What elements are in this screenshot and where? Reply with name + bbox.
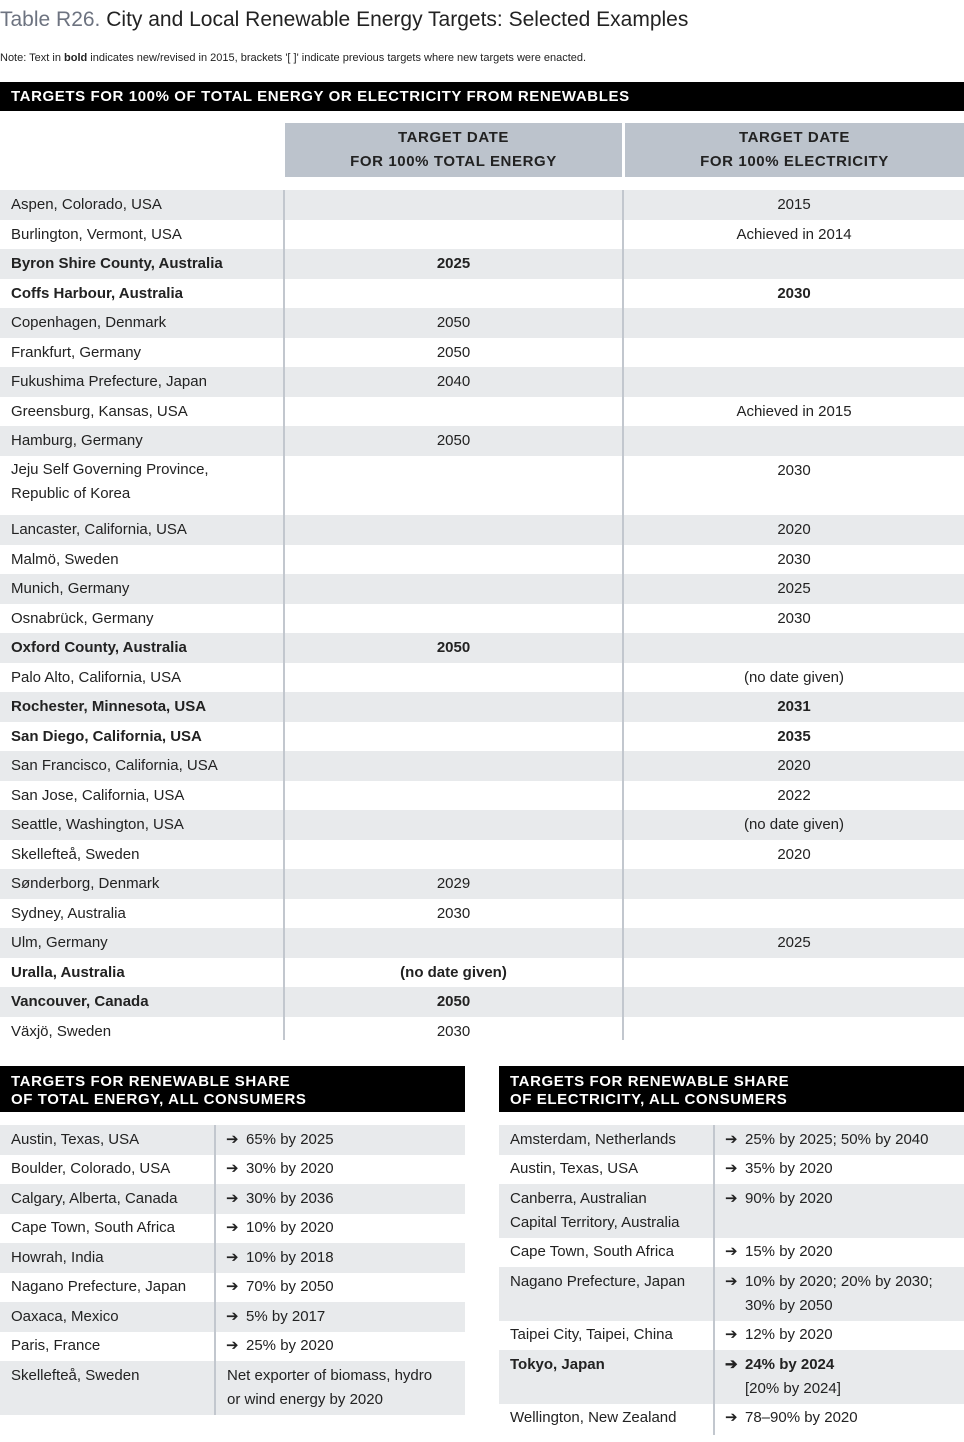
target-value	[226, 1302, 325, 1329]
city-name-line: Capital Territory, Australia	[510, 1213, 680, 1231]
column-divider	[214, 1125, 216, 1415]
target-line	[725, 1240, 833, 1264]
target-value	[725, 1238, 833, 1265]
target-text: 65% by 2025	[246, 1130, 334, 1148]
city-name	[11, 574, 129, 604]
city-name	[11, 663, 181, 693]
electricity-target: 2020	[777, 845, 811, 863]
city-name	[11, 279, 183, 309]
total-energy-target: 2050	[436, 343, 471, 361]
table-row	[0, 190, 964, 220]
arrow-icon: ➔	[226, 1219, 239, 1236]
target-text: 24% by 2024	[745, 1355, 835, 1373]
target-value	[226, 1125, 334, 1152]
target-line	[226, 1128, 334, 1152]
city-name	[510, 1404, 676, 1431]
table-row	[499, 1238, 964, 1268]
table-row	[0, 1184, 465, 1214]
city-name-line: Copenhagen, Denmark	[11, 314, 167, 331]
section-banner-energy-share: TARGETS FOR RENEWABLE SHARE OF TOTAL ENERGY, ALL CONSUMERS	[0, 1066, 465, 1112]
city-name	[11, 633, 187, 663]
table-row	[499, 1404, 964, 1434]
target-text: or wind energy by 2020	[227, 1390, 383, 1408]
target-line	[725, 1294, 933, 1318]
column-divider	[622, 190, 624, 1040]
city-name-line: Munich, Germany	[11, 580, 130, 597]
city-name-line: Burlington, Vermont, USA	[11, 225, 182, 243]
city-name-line: Taipei City, Taipei, China	[510, 1326, 673, 1343]
city-name	[510, 1238, 674, 1265]
target-text: 10% by 2020	[246, 1219, 334, 1236]
table-row	[0, 515, 964, 545]
total-energy-target: 2050	[436, 639, 471, 656]
target-text: 25% by 2020	[246, 1337, 334, 1354]
target-line	[226, 1246, 334, 1270]
table-row	[0, 1273, 465, 1303]
city-name-line: Lancaster, California, USA	[11, 521, 187, 538]
electricity-target: 2035	[777, 727, 811, 745]
target-line	[226, 1275, 334, 1299]
arrow-icon: ➔	[725, 1243, 738, 1260]
city-name-line: Jeju Self Governing Province,	[11, 461, 209, 478]
city-name-line: San Jose, California, USA	[11, 786, 185, 804]
target-text: 78–90% by 2020	[745, 1409, 858, 1426]
target-text: 70% by 2050	[246, 1278, 334, 1295]
table-note: Note: Text in bold indicates new/revised in 2015, brackets '[ ]' indicate previous targets where new targets were enacted.	[0, 52, 587, 64]
target-value	[725, 1321, 833, 1348]
city-name-line: Sønderborg, Denmark	[11, 875, 160, 892]
target-value	[226, 1243, 334, 1270]
city-name-line: Hamburg, Germany	[11, 432, 143, 449]
electricity-target: (no date given)	[743, 816, 845, 833]
city-name	[11, 308, 166, 338]
city-name	[11, 692, 206, 722]
city-name-line: Wellington, New Zealand	[510, 1409, 677, 1426]
arrow-icon: ➔	[226, 1307, 239, 1325]
arrow-icon: ➔	[226, 1160, 239, 1177]
target-line	[725, 1128, 928, 1152]
table-row	[0, 899, 964, 929]
city-name-line: Republic of Korea	[11, 485, 131, 502]
table-row	[0, 928, 964, 958]
section-banner-100pct: TARGETS FOR 100% OF TOTAL ENERGY OR ELECTRICITY FROM RENEWABLES	[0, 82, 964, 111]
city-name: Austin, Texas, USA	[11, 1130, 140, 1148]
table-row	[0, 367, 964, 397]
total-energy-target: (no date given)	[400, 963, 507, 981]
city-name-line: Seattle, Washington, USA	[11, 816, 184, 833]
table-number: Table R26.	[0, 8, 101, 31]
table-title	[0, 7, 688, 33]
target-text: 10% by 2020; 20% by 2030;	[745, 1272, 933, 1290]
total-energy-target: 2040	[436, 373, 471, 390]
section-banner-electricity-share: TARGETS FOR RENEWABLE SHARE OF ELECTRICITY, ALL CONSUMERS	[499, 1066, 964, 1112]
column-header-total-energy: TARGET DATE FOR 100% TOTAL ENERGY	[285, 123, 622, 177]
table-row	[0, 220, 964, 250]
arrow-icon: ➔	[226, 1278, 239, 1295]
target-value	[226, 1214, 334, 1241]
table-row	[0, 249, 964, 279]
table-row	[0, 1017, 964, 1047]
city-name	[510, 1155, 638, 1182]
city-name	[11, 367, 207, 397]
target-line	[725, 1377, 841, 1401]
table-row	[0, 1361, 465, 1415]
city-name	[11, 456, 209, 507]
electricity-target: 2020	[777, 521, 811, 538]
city-name: Cape Town, South Africa	[11, 1219, 175, 1236]
table-row	[0, 1214, 465, 1244]
city-name-line: Austin, Texas, USA	[510, 1160, 639, 1177]
city-name	[11, 722, 202, 752]
table-row	[499, 1321, 964, 1351]
electricity-target: 2031	[777, 698, 811, 715]
arrow-icon: ➔	[725, 1272, 738, 1290]
city-name-line: Växjö, Sweden	[11, 1022, 112, 1040]
target-text: 12% by 2020	[745, 1326, 833, 1343]
city-name: Calgary, Alberta, Canada	[11, 1189, 178, 1207]
city-name	[11, 190, 162, 220]
target-line	[226, 1187, 334, 1211]
table-row	[499, 1350, 964, 1404]
target-line	[725, 1157, 833, 1181]
table-row	[0, 604, 964, 634]
table-row	[0, 545, 964, 575]
table-row	[499, 1155, 964, 1185]
city-name-line: Frankfurt, Germany	[11, 343, 142, 361]
city-name	[11, 604, 154, 634]
table-row	[0, 987, 964, 1017]
table-row	[0, 692, 964, 722]
target-line	[227, 1364, 432, 1388]
city-name	[11, 781, 184, 811]
target-value	[226, 1332, 334, 1359]
city-name-line: Nagano Prefecture, Japan	[510, 1272, 686, 1290]
electricity-target: (no date given)	[743, 668, 845, 686]
target-text: 30% by 2050	[745, 1296, 833, 1314]
arrow-icon: ➔	[725, 1189, 738, 1207]
city-name: Howrah, India	[11, 1248, 104, 1266]
city-name	[11, 545, 119, 575]
target-line	[227, 1388, 432, 1412]
city-name	[11, 1017, 111, 1047]
target-value	[725, 1184, 833, 1211]
arrow-icon: ➔	[725, 1160, 738, 1177]
target-value	[227, 1361, 432, 1412]
city-name: Skellefteå, Sweden	[11, 1366, 140, 1384]
target-text: 15% by 2020	[745, 1243, 833, 1260]
electricity-target: 2030	[777, 609, 811, 627]
city-name-line: Ulm, Germany	[11, 934, 108, 951]
city-name	[510, 1184, 680, 1235]
city-name-line: Canberra, Australian	[510, 1189, 647, 1207]
target-line	[725, 1187, 833, 1211]
total-energy-target: 2050	[436, 432, 471, 449]
city-name-line: Sydney, Australia	[11, 904, 126, 922]
table-row	[0, 810, 964, 840]
electricity-target: 2030	[777, 461, 811, 479]
city-name-line: Palo Alto, California, USA	[11, 668, 182, 686]
target-text: 10% by 2018	[246, 1248, 334, 1266]
city-name-line: Byron Shire County, Australia	[11, 255, 223, 272]
electricity-target: 2022	[777, 786, 811, 804]
table-title-text: City and Local Renewable Energy Targets: Selected Examples	[106, 8, 689, 31]
table-row	[0, 633, 964, 663]
table-row	[0, 751, 964, 781]
electricity-target: 2020	[777, 757, 811, 774]
table-row	[0, 456, 964, 516]
target-text: 35% by 2020	[745, 1160, 833, 1177]
targets-100pct-table	[0, 190, 964, 1046]
target-value	[226, 1273, 334, 1300]
city-name	[11, 426, 143, 456]
target-text: 25% by 2025; 50% by 2040	[745, 1130, 929, 1148]
table-row	[0, 1332, 465, 1362]
city-name	[11, 338, 141, 368]
arrow-icon: ➔	[725, 1130, 738, 1148]
city-name-line: Cape Town, South Africa	[510, 1243, 674, 1260]
arrow-icon: ➔	[226, 1248, 239, 1266]
target-value	[725, 1350, 841, 1401]
table-row	[0, 1155, 465, 1185]
city-name-line: Oxford County, Australia	[11, 639, 187, 656]
table-row	[0, 1125, 465, 1155]
target-text: 30% by 2036	[246, 1189, 334, 1207]
city-name-line: Coffs Harbour, Australia	[11, 284, 183, 302]
table-row	[0, 1302, 465, 1332]
table-row	[499, 1267, 964, 1321]
city-name	[11, 840, 139, 870]
city-name-line: Greensburg, Kansas, USA	[11, 402, 188, 420]
target-value	[725, 1267, 933, 1318]
arrow-icon: ➔	[226, 1130, 239, 1148]
target-line	[725, 1406, 858, 1430]
city-name	[11, 810, 184, 840]
target-value	[226, 1155, 334, 1182]
target-value	[725, 1155, 833, 1182]
previous-target-text: [20% by 2024]	[745, 1379, 841, 1397]
city-name	[11, 751, 218, 781]
column-header-electricity: TARGET DATE FOR 100% ELECTRICITY	[625, 123, 964, 177]
city-name: Boulder, Colorado, USA	[11, 1160, 171, 1177]
target-text: Net exporter of biomass, hydro	[227, 1366, 433, 1384]
target-line	[226, 1216, 334, 1240]
city-name	[11, 987, 149, 1017]
city-name-line: Skellefteå, Sweden	[11, 845, 140, 863]
table-row	[0, 840, 964, 870]
city-name-line: Osnabrück, Germany	[11, 609, 154, 627]
target-value	[226, 1184, 334, 1211]
city-name	[510, 1321, 673, 1348]
total-energy-target: 2030	[436, 904, 471, 922]
total-energy-target: 2030	[436, 1022, 471, 1040]
arrow-icon: ➔	[725, 1326, 738, 1343]
column-divider	[713, 1125, 715, 1435]
energy-share-table	[0, 1125, 465, 1415]
table-row	[0, 781, 964, 811]
city-name-line: Amsterdam, Netherlands	[510, 1130, 676, 1148]
table-row	[0, 338, 964, 368]
arrow-icon: ➔	[226, 1337, 239, 1354]
total-energy-target: 2025	[436, 255, 471, 272]
table-row	[0, 958, 964, 988]
table-row	[0, 869, 964, 899]
city-name: Paris, France	[11, 1337, 101, 1354]
city-name-line: Tokyo, Japan	[510, 1355, 605, 1373]
arrow-icon: ➔	[725, 1409, 738, 1426]
city-name-line: Rochester, Minnesota, USA	[11, 698, 207, 715]
target-value	[725, 1404, 858, 1431]
city-name-line: Fukushima Prefecture, Japan	[11, 373, 207, 390]
city-name-line: Vancouver, Canada	[11, 993, 149, 1010]
electricity-target: 2025	[777, 580, 811, 597]
city-name-line: Uralla, Australia	[11, 963, 125, 981]
target-line	[226, 1305, 325, 1329]
electricity-target: 2025	[777, 934, 811, 951]
electricity-target: 2015	[777, 196, 811, 213]
table-row	[0, 722, 964, 752]
arrow-icon: ➔	[226, 1189, 239, 1207]
city-name	[11, 869, 159, 899]
city-name	[510, 1350, 605, 1377]
city-name	[11, 397, 188, 427]
city-name	[11, 515, 187, 545]
city-name	[11, 958, 125, 988]
electricity-target: 2030	[777, 284, 811, 302]
target-text: 5% by 2017	[246, 1307, 326, 1325]
table-row	[0, 279, 964, 309]
city-name	[510, 1125, 676, 1152]
table-row	[499, 1125, 964, 1155]
target-text: 90% by 2020	[745, 1189, 833, 1207]
column-divider	[283, 190, 285, 1040]
table-row	[0, 1243, 465, 1273]
table-row	[0, 426, 964, 456]
arrow-icon: ➔	[725, 1355, 738, 1373]
city-name-line: San Francisco, California, USA	[11, 757, 218, 774]
electricity-target: Achieved in 2014	[736, 225, 852, 243]
target-line	[226, 1157, 334, 1181]
city-name-line: San Diego, California, USA	[11, 727, 202, 745]
city-name-line: Malmö, Sweden	[11, 550, 119, 568]
electricity-target: 2030	[777, 550, 811, 568]
city-name	[11, 899, 126, 929]
city-name	[11, 249, 223, 279]
total-energy-target: 2050	[436, 314, 471, 331]
target-line	[226, 1334, 334, 1358]
electricity-share-table	[499, 1125, 964, 1433]
table-row	[0, 574, 964, 604]
electricity-target: Achieved in 2015	[736, 402, 852, 420]
table-row	[0, 663, 964, 693]
city-name	[510, 1267, 685, 1294]
city-name: Nagano Prefecture, Japan	[11, 1278, 187, 1295]
city-name: Oaxaca, Mexico	[11, 1307, 119, 1325]
table-row	[499, 1184, 964, 1238]
target-line	[725, 1270, 933, 1294]
city-name	[11, 928, 108, 958]
target-line	[725, 1353, 841, 1377]
target-text: 30% by 2020	[246, 1160, 334, 1177]
target-value	[725, 1125, 928, 1152]
city-name	[11, 220, 182, 250]
target-line	[725, 1323, 833, 1347]
table-row	[0, 308, 964, 338]
total-energy-target: 2029	[436, 875, 471, 892]
city-name-line: Aspen, Colorado, USA	[11, 196, 162, 213]
total-energy-target: 2050	[436, 993, 471, 1010]
table-row	[0, 397, 964, 427]
